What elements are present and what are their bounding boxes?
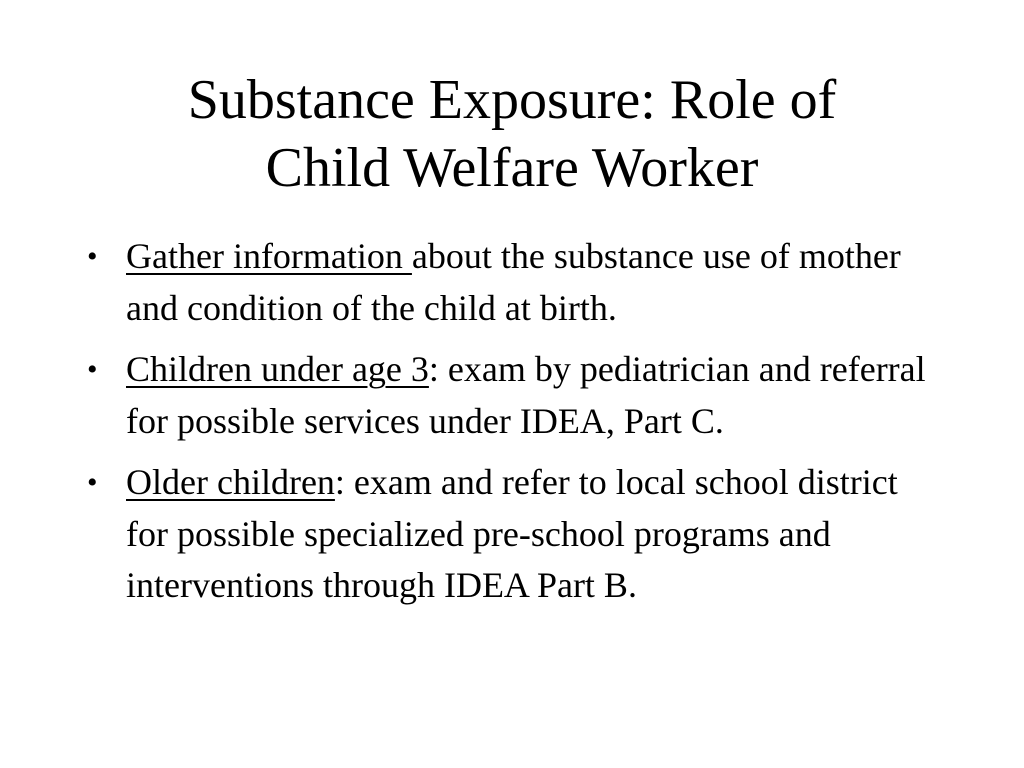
slide-title-line-1: Substance Exposure: Role of — [187, 69, 837, 131]
bullet-dot-icon: • — [87, 353, 98, 386]
bullet-text — [126, 344, 947, 447]
bullet-item-gather-information — [87, 231, 947, 334]
bullet-rest: about the substance use of mother and condition of the child at birth. — [126, 236, 901, 328]
slide-title-line-2: Child Welfare Worker — [265, 137, 759, 199]
bullet-rest: : exam by pediatrician and referral for possible services under IDEA, Part C. — [126, 349, 926, 441]
bullet-text — [126, 231, 947, 334]
bullet-item-older-children — [87, 457, 947, 612]
bullet-item-children-under-age-3 — [87, 344, 947, 447]
bullet-text — [126, 457, 947, 612]
slide-title — [60, 66, 964, 202]
bullet-dot-icon: • — [87, 240, 98, 273]
bullet-emphasis: Older children — [126, 462, 335, 502]
bullet-emphasis: Gather information — [126, 236, 412, 276]
bullet-rest: : exam and refer to local school district for possible specialized pre-school programs and interventions through IDEA Part B. — [126, 462, 898, 605]
bullet-emphasis: Children under age 3 — [126, 349, 429, 389]
bullet-dot-icon: • — [87, 466, 98, 499]
bullet-list — [87, 231, 947, 612]
